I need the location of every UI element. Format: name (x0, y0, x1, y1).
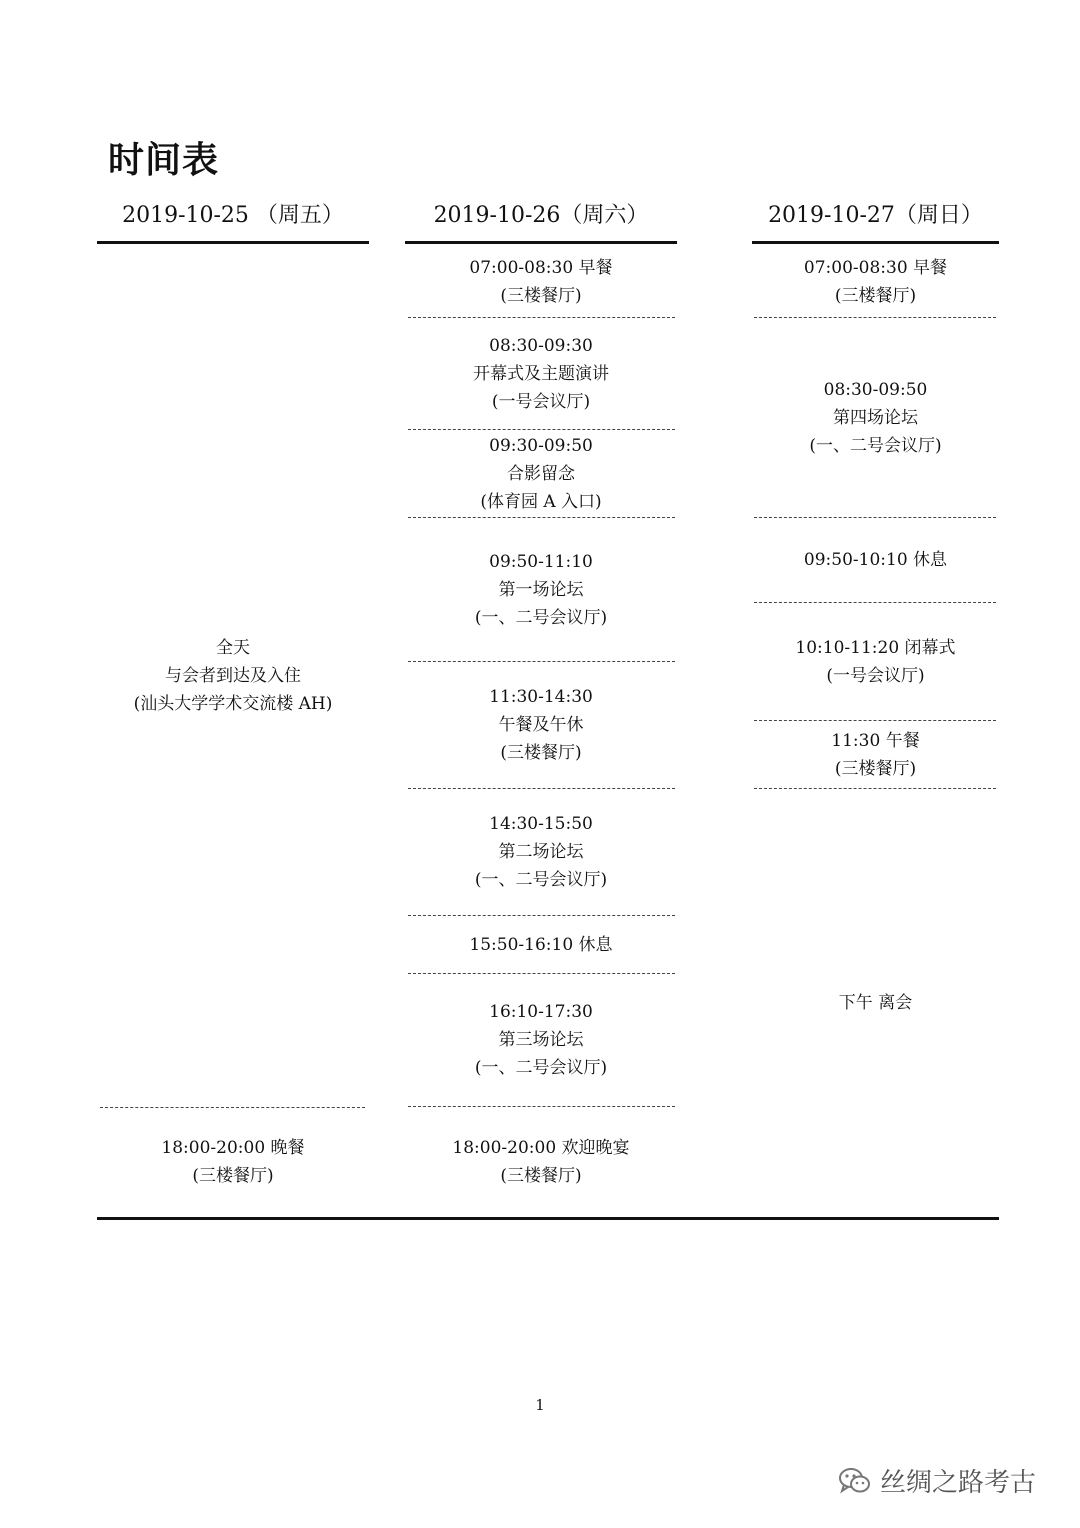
schedule-slot (405, 1107, 677, 1216)
slot-line: 09:50-11:10 (489, 551, 593, 572)
schedule-slot (752, 246, 999, 317)
slot-line: (三楼餐厅) (500, 285, 582, 306)
slot-line: 下午 离会 (838, 992, 913, 1013)
schedule-slot (405, 518, 677, 661)
schedule-slot (752, 603, 999, 720)
page-number: 1 (535, 1396, 545, 1414)
day-header-2: 2019-10-26（周六） (405, 196, 677, 244)
schedule-slot (405, 789, 677, 915)
slot-line: (一号会议厅) (491, 391, 591, 412)
slot-line: (一、二号会议厅) (474, 1058, 608, 1078)
schedule-slot (405, 430, 677, 517)
slot-line: 16:10-17:30 (489, 1002, 593, 1022)
slot-line: 14:30-15:50 (489, 814, 593, 834)
slot-line: 18:00-20:00 晚餐 (161, 1138, 305, 1158)
slot-line: 与会者到达及入住 (165, 666, 301, 686)
slot-line: 开幕式及主题演讲 (473, 363, 609, 384)
slot-line: 08:30-09:50 (823, 379, 928, 400)
slot-line: (三楼餐厅) (192, 1166, 274, 1186)
slot-line: 第三场论坛 (498, 1030, 584, 1050)
slot-line: (一号会议厅) (826, 665, 925, 686)
schedule-slot (405, 318, 677, 429)
slot-line: (一、二号会议厅) (474, 870, 608, 890)
slot-line: (一、二号会议厅) (809, 435, 942, 456)
schedule-slot (752, 518, 999, 602)
slot-line: 合影留念 (507, 463, 575, 484)
day-header-3: 2019-10-27（周日） (752, 196, 999, 244)
slot-line: 15:50-16:10 休息 (469, 934, 613, 955)
slot-line: 09:50-10:10 休息 (803, 550, 948, 570)
slot-line: 11:30 午餐 (831, 730, 920, 751)
watermark (838, 1462, 1036, 1499)
slot-line: 10:10-11:20 闭幕式 (795, 637, 956, 658)
slot-line: 09:30-09:50 (489, 435, 593, 456)
table-bottom-rule (97, 1217, 999, 1220)
slot-line: 午餐及午休 (498, 715, 584, 735)
schedule-slot (752, 721, 999, 788)
page-title: 时间表 (108, 140, 220, 181)
slot-line: 07:00-08:30 早餐 (469, 257, 613, 278)
day-header-1: 2019-10-25 （周五） (97, 196, 369, 244)
slot-line: 18:00-20:00 欢迎晚宴 (452, 1137, 630, 1158)
slot-line: 08:30-09:30 (489, 335, 593, 356)
schedule-slot (97, 1108, 369, 1216)
slot-line: (汕头大学学术交流楼 AH) (133, 694, 333, 714)
schedule-slot (405, 246, 677, 317)
wechat-icon (838, 1466, 872, 1496)
slot-line: (一、二号会议厅) (474, 607, 608, 628)
slot-line: 第四场论坛 (833, 407, 918, 428)
slot-line: (三楼餐厅) (500, 1165, 582, 1186)
schedule-slot (752, 789, 999, 1216)
slot-line: (体育园 A 入口) (480, 491, 602, 512)
slot-line: (三楼餐厅) (834, 758, 917, 779)
schedule-slot (97, 246, 369, 1106)
schedule-slot (405, 974, 677, 1106)
watermark-text: 丝绸之路考古 (880, 1468, 1037, 1498)
schedule-slot (752, 318, 999, 517)
slot-line: 第二场论坛 (498, 842, 584, 862)
slot-line: 11:30-14:30 (489, 687, 593, 707)
slot-line: 07:00-08:30 早餐 (803, 257, 948, 278)
schedule-slot (405, 916, 677, 973)
slot-line: 第一场论坛 (498, 579, 584, 600)
slot-line: (三楼餐厅) (834, 285, 917, 306)
schedule-slot (405, 662, 677, 788)
slot-line: (三楼餐厅) (500, 743, 582, 763)
slot-line: 全天 (216, 638, 250, 658)
